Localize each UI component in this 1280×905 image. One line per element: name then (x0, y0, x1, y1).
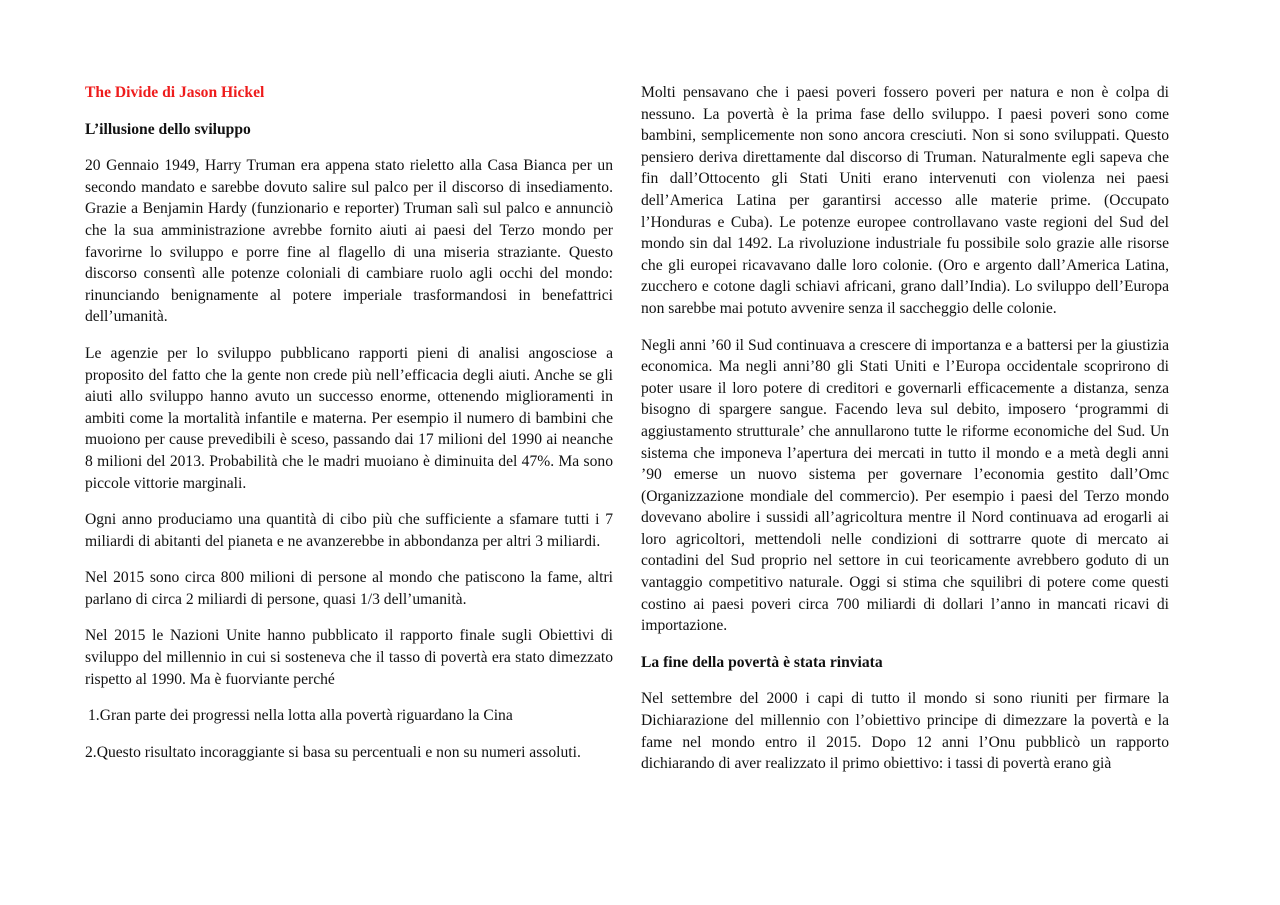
left-column (85, 82, 613, 778)
paragraph: Ogni anno produciamo una quantità di cibo più che sufficiente a sfamare tutti i 7 miliardi di abitanti del pianeta e ne avanzerebbe in abbondanza per altri 3 miliardi. (85, 511, 613, 550)
paragraph: Le agenzie per lo sviluppo pubblicano rapporti pieni di analisi angosciose a proposito del fatto che la gente non crede più nell’efficacia degli aiuti. Anche se gli aiuti allo sviluppo hanno avuto un successo enorme, ottenendo miglioramenti in ambiti come la mortalità infantile e materna. Per esempio il numero di bambini che muoiono per cause prevedibili è sceso, passando dai 17 milioni del 1990 ai neanche 8 milioni del 2013. Probabilità che le madri muoiano è diminuita del 47%. Ma sono piccole vittorie marginali. (85, 344, 613, 492)
list-item: 2.Questo risultato incoraggiante si basa su percentuali e non su numeri assoluti. (85, 743, 581, 761)
paragraph: Nel 2015 sono circa 800 milioni di persone al mondo che patiscono la fame, altri parlano di circa 2 miliardi di persone, quasi 1/3 dell’umanità. (85, 569, 613, 608)
paragraph: 20 Gennaio 1949, Harry Truman era appena stato rieletto alla Casa Bianca per un secondo mandato e sarebbe dovuto salire sul palco per il discorso di insediamento. Grazie a Benjamin Hardy (funzionario e reporter) Truman salì sul palco e annunciò che la sua amministrazione avrebbe fornito aiuti ai paesi del Terzo mondo per favorirne lo sviluppo e porre fine al flagello di una miseria straziante. Questo discorso consentì alle potenze coloniali di cambiare ruolo agli occhi del mondo: rinunciando benignamente al potere imperiale trasformandosi in benefattrici dell’umanità. (85, 157, 613, 326)
list-item: 1.Gran parte dei progressi nella lotta alla povertà riguardano la Cina (88, 707, 513, 725)
paragraph: Nel settembre del 2000 i capi di tutto il mondo si sono riuniti per firmare la Dichiarazione del millennio con l’obiettivo principe di dimezzare la povertà e la fame nel mondo entro il 2015. Dopo 12 anni l’Onu pubblicò un rapporto dichiarando di aver realizzato il primo obiettivo: i tassi di povertà erano già (641, 690, 1169, 773)
paragraph: Molti pensavano che i paesi poveri fossero poveri per natura e non è colpa di nessuno. La povertà è la prima fase dello sviluppo. I paesi poveri sono come bambini, semplicemente non sono ancora cresciuti. Non si sono sviluppati. Questo pensiero deriva direttamente dal discorso di Truman. Naturalmente egli sapeva che fin dall’Ottocento gli Stati Uniti erano intervenuti con violenza nei paesi dell’America Latina per garantirsi accesso alle materie prime. (Occupato l’Honduras e Cuba). Le potenze europee controllavano vaste regioni del Sud del mondo sin dal 1492. La rivoluzione industriale fu possibile solo grazie alle risorse che gli europei ricavavano dalle loro colonie. (Oro e argento dall’America Latina, zucchero e cotone dagli schiavi africani, grano dall’India). Lo sviluppo dell’Europa non sarebbe mai potuto avvenire senza il saccheggio delle colonie. (641, 84, 1169, 317)
section-heading-fine-poverta: La fine della povertà è stata rinviata (641, 653, 883, 671)
section-heading-illusione: L’illusione dello sviluppo (85, 120, 251, 138)
right-column (641, 82, 1169, 790)
paragraph: Nel 2015 le Nazioni Unite hanno pubblicato il rapporto finale sugli Obiettivi di sviluppo del millennio in cui si sosteneva che il tasso di povertà era stato dimezzato rispetto al 1990. Ma è fuorviante perché (85, 627, 613, 688)
document-title: The Divide di Jason Hickel (85, 84, 265, 101)
paragraph: Negli anni ’60 il Sud continuava a crescere di importanza e a battersi per la giustizia economica. Ma negli anni’80 gli Stati Uniti e l’Europa occidentale scoprirono di poter usare il loro potere di creditori e governarli efficacemente a distanza, senza bisogno di spargere sangue. Facendo leva sul debito, imposero ‘programmi di aggiustamento strutturale’ che annullarono tutte le riforme economiche del Sud. Un sistema che imponeva l’apertura dei mercati in tutto il mondo e a metà degli anni ’90 emerse un nuovo sistema per governare l’economia gestito dall’Omc (Organizzazione mondiale del commercio). Per esempio i paesi del Terzo mondo dovevano abolire i sussidi all’agricoltura mentre il Nord continuava ad erogarli ai loro agricoltori, mettendoli nelle condizioni di sottrarre quote di mercato ai contadini del Sud proprio nel settore in cui teoricamente avrebbero goduto di un vantaggio competitivo naturale. Oggi si stima che squilibri di potere come questi costino ai paesi poveri circa 700 miliardi di dollari l’anno in mancati ricavi di importazione. (641, 336, 1169, 635)
